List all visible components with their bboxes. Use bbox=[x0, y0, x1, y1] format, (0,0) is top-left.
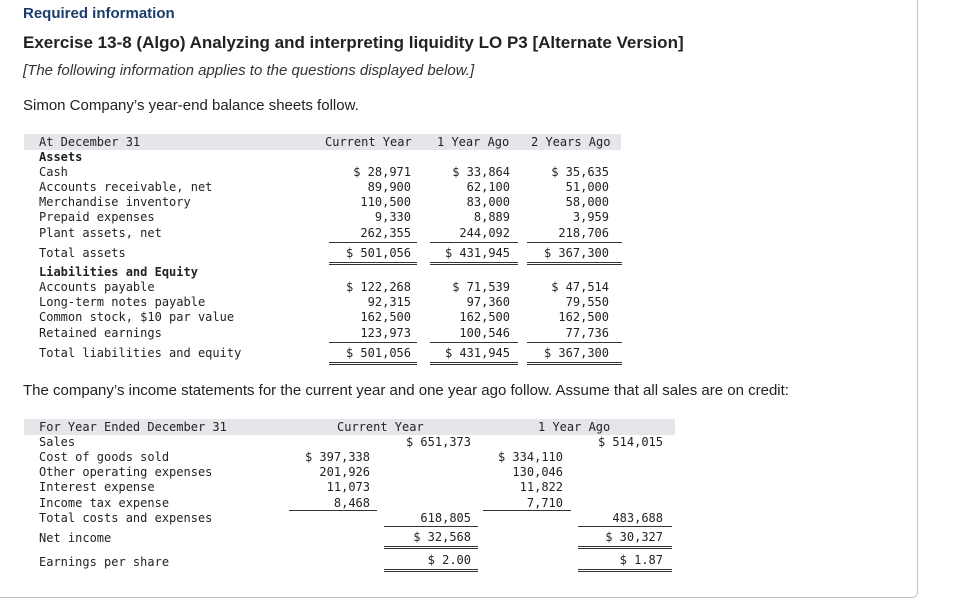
is-label-header: For Year Ended December 31 bbox=[39, 420, 227, 434]
net-income-label: Net income bbox=[39, 531, 112, 545]
cell: 79,550 bbox=[565, 295, 609, 309]
cell: $ 651,373 bbox=[405, 435, 471, 449]
cell: 100,546 bbox=[459, 326, 510, 340]
rule bbox=[578, 571, 672, 572]
cell: 51,000 bbox=[565, 180, 609, 194]
is-col-current: Current Year bbox=[337, 420, 424, 434]
cell: $ 431,945 bbox=[444, 246, 510, 260]
cell: $ 47,514 bbox=[551, 280, 609, 294]
row-label: Prepaid expenses bbox=[39, 210, 155, 224]
rule bbox=[329, 342, 417, 343]
rule bbox=[578, 546, 672, 547]
cell: $ 334,110 bbox=[497, 450, 563, 464]
cell: 3,959 bbox=[572, 210, 609, 224]
rule bbox=[527, 364, 622, 365]
cell: 162,500 bbox=[360, 310, 411, 324]
cell: 97,360 bbox=[466, 295, 510, 309]
row-label: Cost of goods sold bbox=[39, 450, 170, 464]
income-statement-intro: The company’s income statements for the current year and one year ago follow. Assume that all sales are on credit: bbox=[23, 382, 789, 399]
row-label: Cash bbox=[39, 165, 68, 179]
cell: 89,900 bbox=[367, 180, 411, 194]
cell: 83,000 bbox=[466, 195, 510, 209]
rule bbox=[329, 364, 417, 365]
rule bbox=[578, 569, 672, 570]
cell: $ 431,945 bbox=[444, 346, 510, 360]
rule bbox=[384, 571, 478, 572]
rule bbox=[527, 342, 622, 343]
rule bbox=[289, 510, 377, 511]
cell: 483,688 bbox=[612, 511, 663, 525]
sales-label: Sales bbox=[39, 435, 76, 449]
rule bbox=[329, 262, 417, 263]
total-assets-label: Total assets bbox=[39, 246, 126, 260]
cell: $ 367,300 bbox=[543, 246, 609, 260]
rule bbox=[430, 242, 518, 243]
rule bbox=[329, 362, 417, 363]
row-label: Interest expense bbox=[39, 480, 155, 494]
rule bbox=[527, 262, 622, 263]
rule bbox=[430, 262, 518, 263]
cell: 162,500 bbox=[558, 310, 609, 324]
rule bbox=[329, 242, 417, 243]
row-label: Retained earnings bbox=[39, 326, 162, 340]
bs-col-current: Current Year bbox=[325, 135, 412, 149]
rule bbox=[430, 362, 518, 363]
row-label: Merchandise inventory bbox=[39, 195, 191, 209]
cell: $ 501,056 bbox=[345, 246, 411, 260]
cell: 130,046 bbox=[512, 465, 563, 479]
cell: $ 2.00 bbox=[427, 553, 471, 567]
exercise-title: Exercise 13-8 (Algo) Analyzing and interpreting liquidity LO P3 [Alternate Version] bbox=[23, 33, 684, 52]
cell: $ 514,015 bbox=[597, 435, 663, 449]
total-costs-label: Total costs and expenses bbox=[39, 511, 213, 525]
rule bbox=[527, 362, 622, 363]
cell: $ 32,568 bbox=[413, 530, 471, 544]
cell: $ 35,635 bbox=[551, 165, 609, 179]
rule bbox=[329, 264, 417, 265]
rule bbox=[430, 364, 518, 365]
cell: 77,736 bbox=[565, 326, 609, 340]
cell: 11,822 bbox=[519, 480, 563, 494]
rule bbox=[384, 546, 478, 547]
rule bbox=[527, 242, 622, 243]
cell: 92,315 bbox=[367, 295, 411, 309]
rule bbox=[578, 548, 672, 549]
row-label: Accounts receivable, net bbox=[39, 180, 213, 194]
cell: $ 33,864 bbox=[452, 165, 510, 179]
cell: $ 501,056 bbox=[345, 346, 411, 360]
rule bbox=[430, 264, 518, 265]
cell: 218,706 bbox=[558, 226, 609, 240]
instruction-note: [The following information applies to the questions displayed below.] bbox=[23, 62, 475, 79]
cell: $ 367,300 bbox=[543, 346, 609, 360]
cell: $ 1.87 bbox=[619, 553, 663, 567]
cell: $ 28,971 bbox=[353, 165, 411, 179]
cell: 58,000 bbox=[565, 195, 609, 209]
total-liab-label: Total liabilities and equity bbox=[39, 346, 242, 360]
cell: 123,973 bbox=[360, 326, 411, 340]
cell: 201,926 bbox=[319, 465, 370, 479]
cell: 618,805 bbox=[420, 511, 471, 525]
eps-label: Earnings per share bbox=[39, 555, 170, 569]
row-label: Long-term notes payable bbox=[39, 295, 206, 309]
assets-heading: Assets bbox=[39, 150, 83, 164]
cell: 9,330 bbox=[374, 210, 411, 224]
cell: 11,073 bbox=[326, 480, 370, 494]
row-label: Plant assets, net bbox=[39, 226, 162, 240]
bs-label-header: At December 31 bbox=[39, 135, 141, 149]
balance-sheet-intro: Simon Company’s year-end balance sheets follow. bbox=[23, 97, 359, 114]
liabilities-heading: Liabilities and Equity bbox=[39, 265, 198, 279]
cell: $ 122,268 bbox=[345, 280, 411, 294]
rule bbox=[430, 342, 518, 343]
cell: 7,710 bbox=[526, 496, 563, 510]
cell: $ 397,338 bbox=[304, 450, 370, 464]
row-label: Common stock, $10 par value bbox=[39, 310, 235, 324]
row-label: Accounts payable bbox=[39, 280, 155, 294]
cell: 8,468 bbox=[333, 496, 370, 510]
rule bbox=[384, 548, 478, 549]
cell: 262,355 bbox=[360, 226, 411, 240]
cell: 110,500 bbox=[360, 195, 411, 209]
cell: 8,889 bbox=[473, 210, 510, 224]
rule bbox=[483, 510, 571, 511]
rule bbox=[578, 526, 672, 527]
rule bbox=[527, 264, 622, 265]
is-col-1yr: 1 Year Ago bbox=[538, 420, 611, 434]
cell: 244,092 bbox=[459, 226, 510, 240]
cell: $ 30,327 bbox=[605, 530, 663, 544]
bs-col-2yr: 2 Years Ago bbox=[531, 135, 611, 149]
section-header: Required information bbox=[23, 5, 175, 22]
cell: 62,100 bbox=[466, 180, 510, 194]
rule bbox=[384, 569, 478, 570]
rule bbox=[384, 526, 478, 527]
row-label: Other operating expenses bbox=[39, 465, 213, 479]
row-label: Income tax expense bbox=[39, 496, 170, 510]
bs-col-1yr: 1 Year Ago bbox=[437, 135, 510, 149]
cell: $ 71,539 bbox=[452, 280, 510, 294]
cell: 162,500 bbox=[459, 310, 510, 324]
